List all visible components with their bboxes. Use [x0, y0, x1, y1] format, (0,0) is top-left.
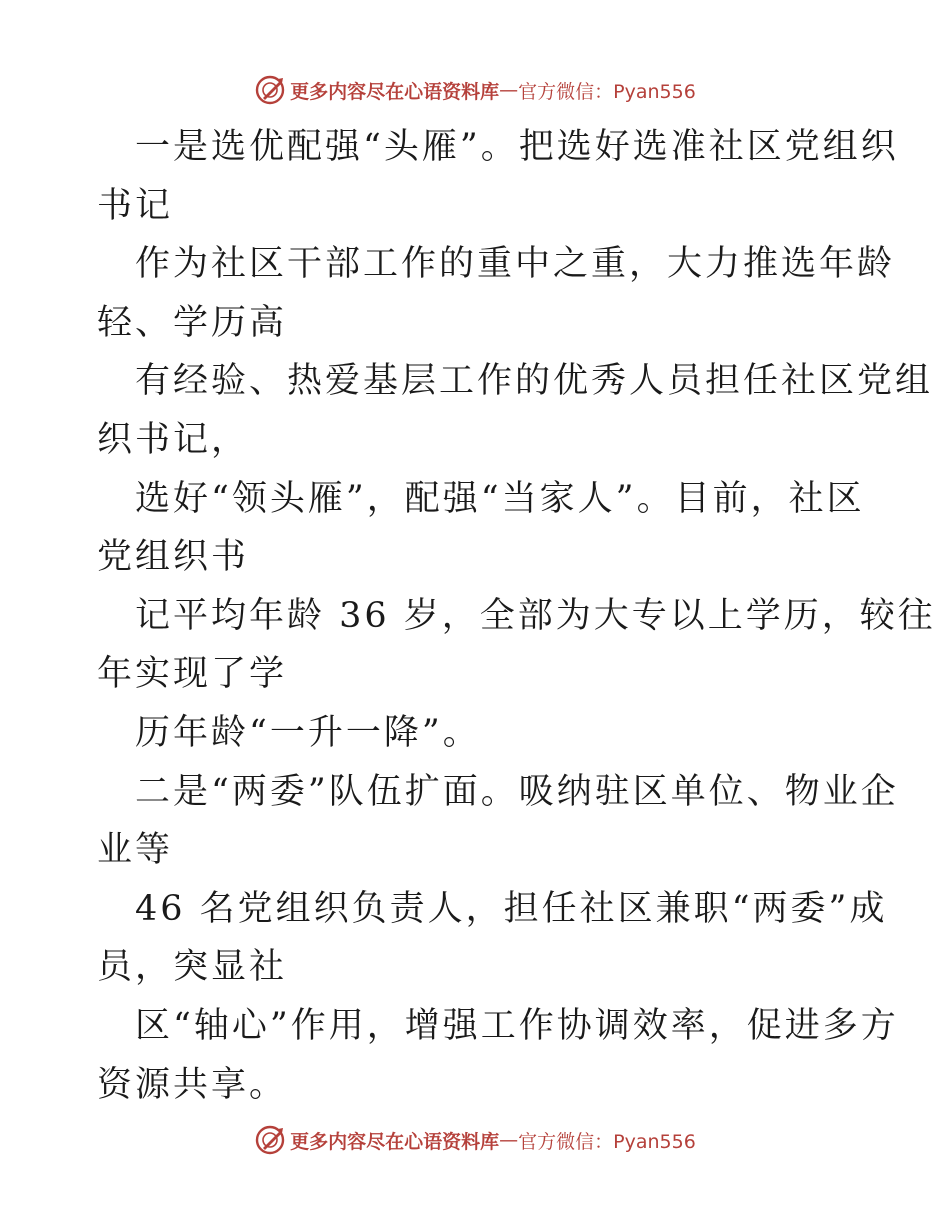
header-watermark — [0, 70, 950, 110]
paragraph-line: 作为社区干部工作的重中之重，大力推选年龄 — [135, 244, 896, 285]
paragraph-line: 记平均年龄 36 岁，全部为大专以上学历，较往 — [135, 595, 936, 636]
paragraph-line: 轻、学历高 — [97, 302, 288, 343]
brand-logo-icon — [254, 1124, 286, 1156]
paragraph-line: 选好“领头雁”，配强“当家人”。目前，社区 — [135, 478, 865, 519]
document-body — [97, 118, 936, 1114]
paragraph-line: 历年龄“一升一降”。 — [135, 712, 481, 753]
paragraph-line: 有经验、热爱基层工作的优秀人员担任社区党组 — [135, 361, 934, 402]
paragraph-line: 46 名党组织负责人，担任社区兼职“两委”成 — [135, 888, 888, 929]
footer-watermark — [0, 1120, 950, 1160]
paragraph-line: 二是“两委”队伍扩面。吸纳驻区单位、物业企 — [135, 771, 899, 812]
footer-wechat-text: 官方微信：Pyan556 — [518, 1130, 696, 1153]
paragraph-line: 员，突显社 — [97, 947, 288, 988]
paragraph-line: 一是选优配强“头雁”。把选好选准社区党组织 — [135, 127, 899, 167]
paragraph-line: 区“轴心”作用，增强工作协调效率，促进多方 — [135, 1005, 899, 1046]
header-separator: — — [499, 79, 519, 101]
paragraph-line: 年实现了学 — [97, 654, 288, 695]
paragraph-line: 织书记， — [97, 419, 250, 460]
footer-separator: — — [499, 1129, 519, 1151]
paragraph-line: 书记 — [97, 185, 174, 226]
paragraph-line: 业等 — [97, 830, 174, 871]
header-wechat-text: 官方微信：Pyan556 — [518, 80, 696, 103]
paragraph-line: 资源共享。 — [97, 1064, 288, 1105]
brand-logo-icon — [254, 74, 286, 106]
footer-brand-text: 更多内容尽在心语资料库 — [290, 1130, 500, 1153]
header-brand-text: 更多内容尽在心语资料库 — [290, 80, 500, 103]
paragraph-line: 党组织书 — [97, 537, 250, 578]
